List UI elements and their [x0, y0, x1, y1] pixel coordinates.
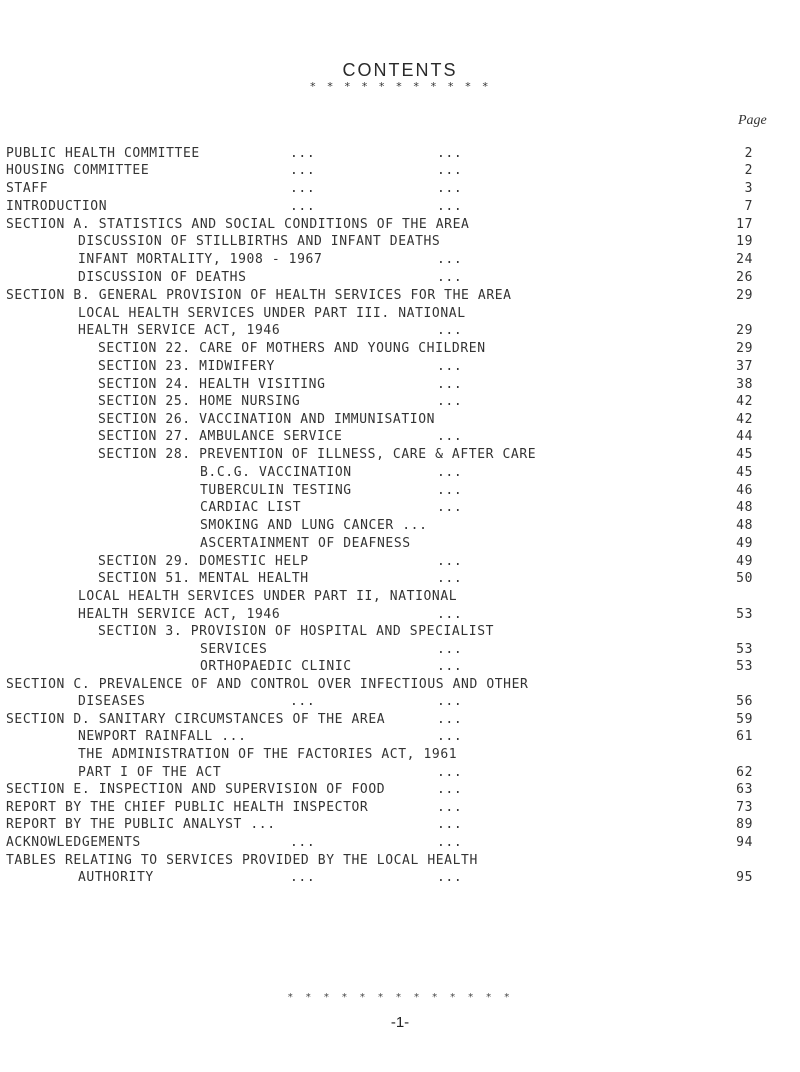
toc-entry-title: SMOKING AND LUNG CANCER ...: [200, 518, 428, 533]
toc-leader-dots: ...: [437, 323, 463, 338]
toc-entry-title: ASCERTAINMENT OF DEAFNESS: [200, 536, 411, 551]
toc-entry: [0, 411, 800, 428]
toc-entry-title: STAFF: [6, 181, 49, 196]
toc-entry: [0, 728, 800, 745]
toc-entry-title: LOCAL HEALTH SERVICES UNDER PART III. NATIONAL: [78, 306, 466, 321]
toc-entry-title: SECTION E. INSPECTION AND SUPERVISION OF FOOD: [6, 782, 386, 797]
toc-leader-dots: ...: [290, 181, 316, 196]
toc-entry-title: SECTION D. SANITARY CIRCUMSTANCES OF THE AREA: [6, 712, 386, 727]
toc-entry: [0, 340, 800, 357]
toc-entry: [0, 588, 800, 605]
toc-entry: [0, 464, 800, 481]
toc-page-number: 19: [736, 234, 753, 249]
toc-entry: [0, 641, 800, 658]
toc-entry-title: THE ADMINISTRATION OF THE FACTORIES ACT, 1961: [78, 747, 458, 762]
toc-leader-dots: ...: [437, 642, 463, 657]
toc-page-number: 48: [736, 500, 753, 515]
toc-page-number: 53: [736, 607, 753, 622]
toc-page-number: 49: [736, 554, 753, 569]
toc-page-number: 44: [736, 429, 753, 444]
toc-leader-dots: ...: [437, 694, 463, 709]
toc-leader-dots: ...: [437, 252, 463, 267]
toc-entry-title: SECTION 27. AMBULANCE SERVICE: [98, 429, 343, 444]
toc-entry-title: NEWPORT RAINFALL ...: [78, 729, 247, 744]
toc-page-number: 53: [736, 659, 753, 674]
toc-leader-dots: ...: [437, 146, 463, 161]
toc-leader-dots: ...: [290, 146, 316, 161]
toc-page-number: 45: [736, 465, 753, 480]
toc-entry-title: INTRODUCTION: [6, 199, 108, 214]
toc-leader-dots: ...: [437, 765, 463, 780]
toc-entry-title: SECTION A. STATISTICS AND SOCIAL CONDITIONS OF THE AREA: [6, 217, 470, 232]
toc-page-number: 61: [736, 729, 753, 744]
toc-leader-dots: ...: [437, 181, 463, 196]
toc-entry: [0, 446, 800, 463]
toc-entry: [0, 145, 800, 162]
toc-entry: [0, 482, 800, 499]
toc-entry: [0, 499, 800, 516]
toc-entry: [0, 834, 800, 851]
toc-page-number: 48: [736, 518, 753, 533]
toc-entry-title: SECTION 25. HOME NURSING: [98, 394, 301, 409]
toc-entry: [0, 233, 800, 250]
toc-entry-title: PART I OF THE ACT: [78, 765, 222, 780]
toc-leader-dots: ...: [437, 359, 463, 374]
toc-entry: [0, 869, 800, 886]
toc-entry: [0, 287, 800, 304]
toc-entry: [0, 269, 800, 286]
toc-page-number: 37: [736, 359, 753, 374]
toc-page-number: 62: [736, 765, 753, 780]
toc-leader-dots: ...: [437, 782, 463, 797]
toc-leader-dots: ...: [437, 835, 463, 850]
toc-entry-title: SERVICES: [200, 642, 268, 657]
toc-entry-title: SECTION 28. PREVENTION OF ILLNESS, CARE & AFTER CARE: [98, 447, 537, 462]
toc-entry-title: ACKNOWLEDGEMENTS: [6, 835, 141, 850]
toc-entry-title: B.C.G. VACCINATION: [200, 465, 352, 480]
toc-entry-title: DISCUSSION OF STILLBIRTHS AND INFANT DEATHS: [78, 234, 441, 249]
toc-page-number: 7: [744, 199, 753, 214]
toc-entry: [0, 676, 800, 693]
toc-page-number: 29: [736, 288, 753, 303]
toc-page-number: 46: [736, 483, 753, 498]
toc-entry: [0, 606, 800, 623]
toc-page-number: 49: [736, 536, 753, 551]
page-title: CONTENTS: [342, 60, 458, 80]
toc-leader-dots: ...: [437, 483, 463, 498]
toc-entry: [0, 517, 800, 534]
toc-entry: [0, 553, 800, 570]
toc-page-number: 42: [736, 394, 753, 409]
toc-entry-title: SECTION B. GENERAL PROVISION OF HEALTH SERVICES FOR THE AREA: [6, 288, 512, 303]
toc-entry-title: HOUSING COMMITTEE: [6, 163, 150, 178]
toc-page-number: 42: [736, 412, 753, 427]
toc-leader-dots: ...: [437, 465, 463, 480]
toc-entry-title: AUTHORITY: [78, 870, 154, 885]
toc-entry-title: SECTION 51. MENTAL HEALTH: [98, 571, 309, 586]
toc-page-number: 17: [736, 217, 753, 232]
toc-entry-title: SECTION C. PREVALENCE OF AND CONTROL OVER INFECTIOUS AND OTHER: [6, 677, 529, 692]
toc-entry: [0, 816, 800, 833]
toc-entry: [0, 251, 800, 268]
toc-entry: [0, 180, 800, 197]
toc-entry-title: REPORT BY THE CHIEF PUBLIC HEALTH INSPECTOR: [6, 800, 369, 815]
toc-entry-title: LOCAL HEALTH SERVICES UNDER PART II, NATIONAL: [78, 589, 458, 604]
closing-star-rule: * * * * * * * * * * * * *: [287, 992, 513, 1003]
toc-leader-dots: ...: [290, 835, 316, 850]
toc-entry: [0, 852, 800, 869]
toc-page-number: 94: [736, 835, 753, 850]
toc-page-number: 63: [736, 782, 753, 797]
toc-entry: [0, 570, 800, 587]
toc-entry-title: REPORT BY THE PUBLIC ANALYST ...: [6, 817, 276, 832]
toc-page-number: 26: [736, 270, 753, 285]
toc-entry: [0, 428, 800, 445]
page-number: -1-: [390, 1014, 410, 1031]
toc-page-number: 53: [736, 642, 753, 657]
toc-page-number: 56: [736, 694, 753, 709]
toc-entry-title: TUBERCULIN TESTING: [200, 483, 352, 498]
toc-leader-dots: ...: [437, 712, 463, 727]
toc-page-number: 59: [736, 712, 753, 727]
toc-page-number: 29: [736, 323, 753, 338]
toc-leader-dots: ...: [437, 817, 463, 832]
toc-entry-title: TABLES RELATING TO SERVICES PROVIDED BY THE LOCAL HEALTH: [6, 853, 478, 868]
toc-entry: [0, 693, 800, 710]
toc-page-number: 73: [736, 800, 753, 815]
toc-entry-title: DISEASES: [78, 694, 146, 709]
toc-leader-dots: ...: [290, 694, 316, 709]
toc-leader-dots: ...: [437, 394, 463, 409]
toc-entry-title: DISCUSSION OF DEATHS: [78, 270, 247, 285]
toc-entry: [0, 198, 800, 215]
page-column-header: Page: [738, 113, 767, 128]
toc-entry-title: INFANT MORTALITY, 1908 - 1967: [78, 252, 323, 267]
toc-entry: [0, 216, 800, 233]
toc-page-number: 3: [744, 181, 753, 196]
toc-leader-dots: ...: [437, 800, 463, 815]
toc-leader-dots: ...: [290, 163, 316, 178]
toc-entry-title: SECTION 26. VACCINATION AND IMMUNISATION: [98, 412, 436, 427]
toc-entry: [0, 358, 800, 375]
toc-entry: [0, 162, 800, 179]
toc-leader-dots: ...: [437, 199, 463, 214]
toc-leader-dots: ...: [437, 377, 463, 392]
toc-leader-dots: ...: [437, 571, 463, 586]
toc-leader-dots: ...: [290, 199, 316, 214]
toc-entry-title: SECTION 3. PROVISION OF HOSPITAL AND SPECIALIST: [98, 624, 495, 639]
toc-entry: [0, 764, 800, 781]
toc-leader-dots: ...: [437, 500, 463, 515]
toc-leader-dots: ...: [437, 270, 463, 285]
toc-leader-dots: ...: [437, 870, 463, 885]
toc-page-number: 95: [736, 870, 753, 885]
toc-leader-dots: ...: [437, 729, 463, 744]
toc-entry-title: SECTION 24. HEALTH VISITING: [98, 377, 326, 392]
toc-entry-title: HEALTH SERVICE ACT, 1946: [78, 323, 281, 338]
toc-entry-title: SECTION 23. MIDWIFERY: [98, 359, 275, 374]
toc-entry: [0, 799, 800, 816]
toc-entry: [0, 322, 800, 339]
toc-entry: [0, 393, 800, 410]
toc-entry: [0, 535, 800, 552]
toc-entry: [0, 711, 800, 728]
toc-page-number: 2: [744, 163, 753, 178]
toc-entry: [0, 305, 800, 322]
toc-entry: [0, 781, 800, 798]
toc-entry: [0, 623, 800, 640]
toc-entry: [0, 658, 800, 675]
toc-entry-title: CARDIAC LIST: [200, 500, 302, 515]
toc-leader-dots: ...: [290, 870, 316, 885]
toc-entry-title: SECTION 22. CARE OF MOTHERS AND YOUNG CHILDREN: [98, 341, 486, 356]
toc-page-number: 38: [736, 377, 753, 392]
toc-leader-dots: ...: [437, 607, 463, 622]
toc-entry-title: ORTHOPAEDIC CLINIC: [200, 659, 352, 674]
toc-leader-dots: ...: [437, 659, 463, 674]
toc-entry-title: PUBLIC HEALTH COMMITTEE: [6, 146, 200, 161]
toc-page-number: 2: [744, 146, 753, 161]
toc-page-number: 45: [736, 447, 753, 462]
toc-leader-dots: ...: [437, 429, 463, 444]
toc-page-number: 24: [736, 252, 753, 267]
title-star-rule: * * * * * * * * * * *: [309, 80, 491, 93]
toc-entry-title: SECTION 29. DOMESTIC HELP: [98, 554, 309, 569]
toc-page-number: 50: [736, 571, 753, 586]
toc-entry-title: HEALTH SERVICE ACT, 1946: [78, 607, 281, 622]
toc-page-number: 29: [736, 341, 753, 356]
toc-entry: [0, 376, 800, 393]
toc-leader-dots: ...: [437, 554, 463, 569]
toc-leader-dots: ...: [437, 163, 463, 178]
toc-entry: [0, 746, 800, 763]
toc-page-number: 89: [736, 817, 753, 832]
